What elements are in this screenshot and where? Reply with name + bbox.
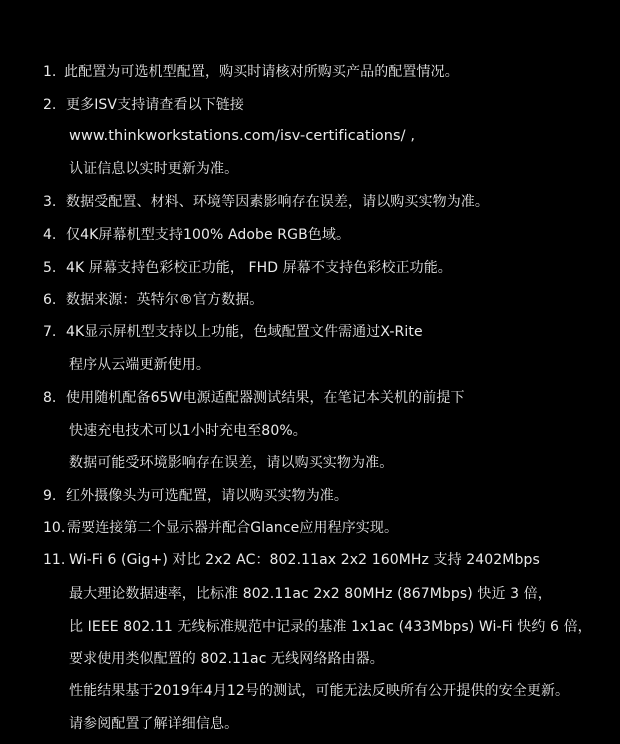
note-10-number: 10. <box>43 520 66 536</box>
note-7-line-2: 程序从云端更新使用。 <box>69 357 210 373</box>
note-2-line-1: 更多ISV支持请查看以下链接 <box>66 97 244 113</box>
note-4-line-1: 仅4K屏幕机型支持100% Adobe RGB色域。 <box>66 227 351 243</box>
note-1-number: 1. <box>43 64 57 80</box>
note-7-number: 7. <box>43 324 57 340</box>
note-1-line-1: 此配置为可选机型配置，购买时请核对所购买产品的配置情况。 <box>64 64 459 80</box>
note-7-line-1: 4K显示屏机型支持以上功能，色域配置文件需通过X-Rite <box>66 324 423 340</box>
note-9-number: 9. <box>43 488 57 504</box>
note-11-line-1: Wi-Fi 6 (Gig+) 对比 2x2 AC：802.11ax 2x2 160MHz 支持 2402Mbps <box>69 552 540 568</box>
note-11-line-5: 性能结果基于2019年4月12号的测试，可能无法反映所有公开提供的安全更新。 <box>69 683 570 699</box>
note-2-line-3: 认证信息以实时更新为准。 <box>69 161 239 177</box>
note-11-line-4: 要求使用类似配置的 802.11ac 无线网络路由器。 <box>69 651 384 667</box>
note-11-line-3: 比 IEEE 802.11 无线标准规范中记录的基准 1x1ac (433Mbps) Wi-Fi 快约 6 倍， <box>69 619 592 635</box>
note-11-line-6: 请参阅配置了解详细信息。 <box>69 716 239 732</box>
note-5-number: 5. <box>43 260 57 276</box>
isv-certification-link[interactable]: www.thinkworkstations.com/isv-certifications/ , <box>69 128 416 144</box>
note-4-number: 4. <box>43 227 57 243</box>
note-6-number: 6. <box>43 292 57 308</box>
note-8-line-1: 使用随机配备65W电源适配器测试结果，在笔记本关机的前提下 <box>66 390 465 406</box>
note-6-line-1: 数据来源：英特尔®官方数据。 <box>66 292 264 308</box>
note-8-number: 8. <box>43 390 57 406</box>
note-11-line-2: 最大理论数据速率，比标准 802.11ac 2x2 80MHz (867Mbps) 快近 3 倍， <box>69 586 552 602</box>
note-10-line-1: 需要连接第二个显示器并配合Glance应用程序实现。 <box>67 520 399 536</box>
note-9-line-1: 红外摄像头为可选配置，请以购买实物为准。 <box>66 488 348 504</box>
note-8-line-2: 快速充电技术可以1小时充电至80%。 <box>69 423 307 439</box>
note-2-number: 2. <box>43 97 57 113</box>
note-8-line-3: 数据可能受环境影响存在误差，请以购买实物为准。 <box>69 455 394 471</box>
note-3-line-1: 数据受配置、材料、环境等因素影响存在误差，请以购买实物为准。 <box>66 194 489 210</box>
note-5-line-1: 4K 屏幕支持色彩校正功能， FHD 屏幕不支持色彩校正功能。 <box>66 260 452 276</box>
note-3-number: 3. <box>43 194 57 210</box>
note-11-number: 11. <box>43 552 66 568</box>
